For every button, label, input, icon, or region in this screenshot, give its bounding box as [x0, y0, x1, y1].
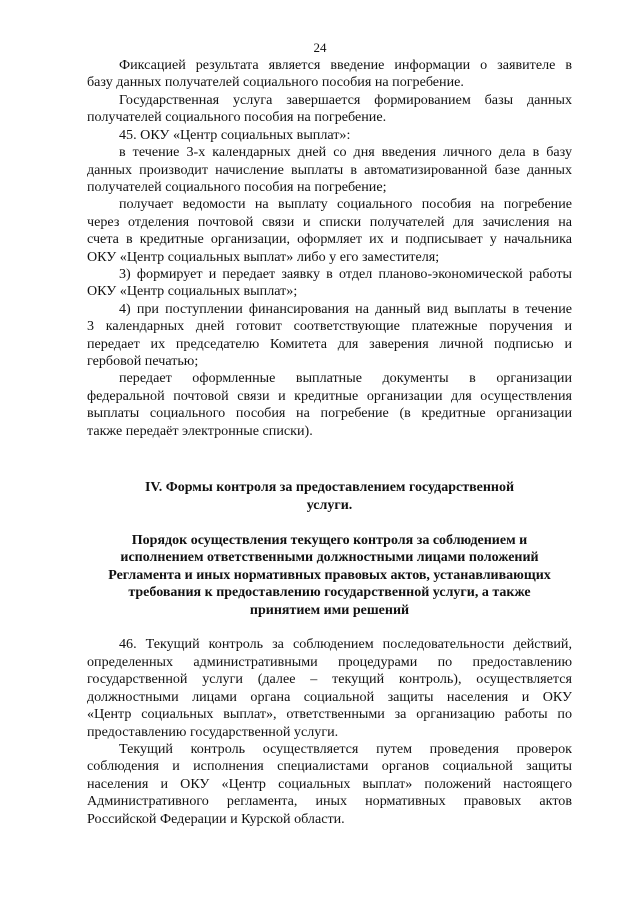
text-line: получает ведомости на выплату социального пособия на погребение [119, 196, 572, 212]
text-line: Фиксацией результата является введение информации о заявителе в [119, 57, 572, 73]
text-line: в течение 3-х календарных дней со дня введения личного дела в базу [119, 144, 572, 160]
text-line: 4) при поступлении финансирования на данный вид выплаты в течение [119, 301, 572, 317]
text-line: определенных административными процедурами по предоставлению [87, 654, 572, 670]
text-line: соблюдения и исполнения специалистами органов социальной защиты [87, 758, 572, 774]
text-line: Административного регламента, иных нормативных правовых актов [87, 793, 572, 809]
text-line: выплаты социального пособия на погребение (в кредитные организации [87, 405, 572, 421]
text-line: «Центр социальных выплат», ответственными за организацию работы по [87, 706, 572, 722]
text-line: 46. Текущий контроль за соблюдением последовательности действий, [119, 636, 572, 652]
text-line: получателей социального пособия на погребение; [87, 179, 387, 195]
heading-line: IV. Формы контроля за предоставлением государственной [144, 480, 515, 495]
heading-line: услуги. [306, 498, 353, 513]
text-line: федеральной почтовой связи и кредитные организации для осуществления [87, 388, 572, 404]
text-line: Текущий контроль осуществляется путем проведения проверок [119, 741, 572, 757]
heading-line: принятием ими решений [249, 603, 410, 618]
text-line: государственной услуги (далее – текущий контроль), осуществляется [87, 671, 572, 687]
text-line: счета в кредитные организации, оформляет их и подписывает у начальника [87, 231, 572, 247]
heading-line: Порядок осуществления текущего контроля за соблюдением и [131, 533, 528, 548]
text-line: базу данных получателей социального пособия на погребение. [87, 74, 464, 90]
text-line: Государственная услуга завершается формированием базы данных [119, 92, 572, 108]
text-line: ОКУ «Центр социальных выплат»; [87, 283, 298, 299]
text-line: гербовой печатью; [87, 353, 199, 369]
heading-line: исполнением ответственными должностными лицами положений [120, 550, 539, 565]
text-line: через отделения почтовой связи и списки получателей для зачисления на [87, 214, 572, 230]
text-line: 3 календарных дней готовит соответствующие платежные поручения и [87, 318, 572, 334]
heading-line: требования к предоставлению государственной услуги, а также [128, 585, 531, 600]
text-line: получателей социального пособия на погребение. [87, 109, 387, 125]
text-line: должностными лицами органа социальной защиты населения и ОКУ [87, 689, 572, 705]
text-line: населения и ОКУ «Центр социальных выплат» положений настоящего [87, 776, 572, 792]
text-line: данных производит начисление выплаты в автоматизированной базе данных [87, 162, 572, 178]
page-number: 24 [313, 40, 327, 55]
text-line: передает их председателю Комитета для заверения личной подписью и [87, 336, 572, 352]
text-line: Российской Федерации и Курской области. [87, 811, 345, 827]
heading-line: Регламента и иных нормативных правовых актов, устанавливающих [108, 568, 551, 583]
text-line: также передаёт электронные списки). [87, 423, 313, 439]
text-line: 45. ОКУ «Центр социальных выплат»: [119, 127, 351, 143]
text-line: предоставлению государственной услуги. [87, 724, 339, 740]
text-line: 3) формирует и передает заявку в отдел планово-экономической работы [119, 266, 572, 282]
text-line: ОКУ «Центр социальных выплат» либо у его заместителя; [87, 249, 440, 265]
text-line: передает оформленные выплатные документы в организации [119, 370, 572, 386]
